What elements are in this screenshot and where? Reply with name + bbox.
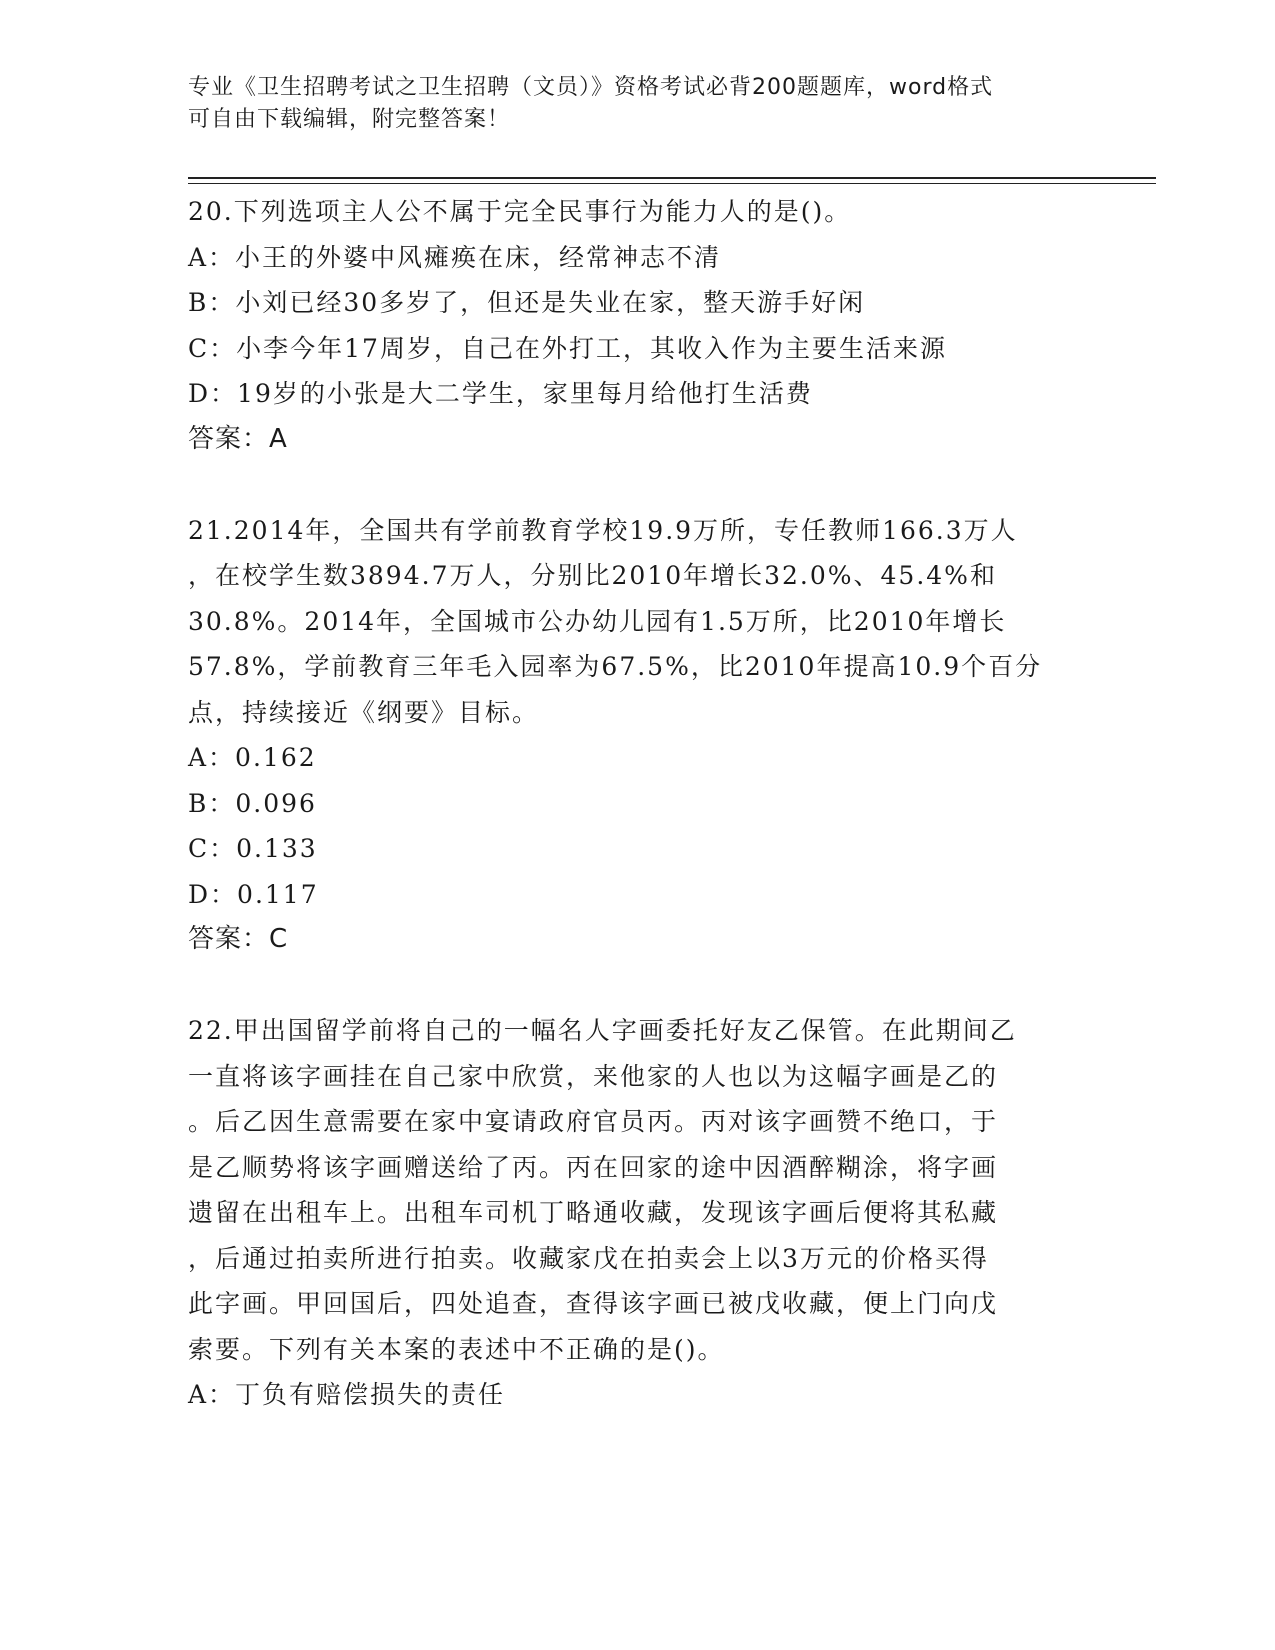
question-spacer bbox=[188, 963, 1068, 1009]
question-stem-line: 22.甲出国留学前将自己的一幅名人字画委托好友乙保管。在此期间乙 bbox=[188, 1016, 1017, 1045]
question-stem-line: ，在校学生数3894.7万人，分别比2010年增长32.0%、45.4%和 bbox=[188, 561, 997, 590]
option-a: A：小王的外婆中风瘫痪在床，经常神志不清 bbox=[188, 242, 722, 272]
question-stem-line: 30.8%。2014年，全国城市公办幼儿园有1.5万所，比2010年增长 bbox=[188, 606, 1007, 636]
question-stem-line: ，后通过拍卖所进行拍卖。收藏家戊在拍卖会上以3万元的价格买得 bbox=[188, 1243, 989, 1273]
option-a: A：0.162 bbox=[188, 743, 317, 772]
option-b: B：0.096 bbox=[188, 788, 317, 818]
answer: 答案：A bbox=[188, 423, 288, 454]
document-header bbox=[188, 72, 1068, 136]
question-stem-line: 21.2014年，全国共有学前教育学校19.9万所，专任教师166.3万人 bbox=[188, 515, 1018, 545]
question-stem-line: 57.8%，学前教育三年毛入园率为67.5%，比2010年提高10.9个百分 bbox=[188, 652, 1043, 681]
header-line-2: 可自由下载编辑，附完整答案！ bbox=[188, 107, 511, 132]
question-stem-line: 索要。下列有关本案的表述中不正确的是()。 bbox=[188, 1334, 725, 1364]
header-line-1: 专业《卫生招聘考试之卫生招聘（文员）》资格考试必背200题题库，word格式 bbox=[188, 75, 994, 100]
question-22 bbox=[188, 1008, 1068, 1418]
option-d: D：0.117 bbox=[188, 879, 319, 909]
option-b: B：小刘已经30多岁了，但还是失业在家，整天游手好闲 bbox=[188, 288, 866, 317]
header-divider-thin bbox=[188, 183, 1156, 184]
question-stem-line: 点，持续接近《纲要》目标。 bbox=[188, 697, 540, 727]
question-stem-line: 一直将该字画挂在自己家中欣赏，来他家的人也以为这幅字画是乙的 bbox=[188, 1061, 999, 1091]
question-stem-line: 。后乙因生意需要在家中宴请政府官员丙。丙对该字画赞不绝口，于 bbox=[188, 1107, 999, 1136]
question-stem: 20.下列选项主人公不属于完全民事行为能力人的是()。 bbox=[188, 197, 852, 226]
header-divider-thick bbox=[188, 177, 1156, 179]
question-21 bbox=[188, 508, 1068, 963]
option-c: C：小李今年17周岁，自己在外打工，其收入作为主要生活来源 bbox=[188, 333, 947, 363]
option-a: A：丁负有赔偿损失的责任 bbox=[188, 1380, 506, 1409]
answer: 答案：C bbox=[188, 924, 289, 954]
question-20 bbox=[188, 189, 1068, 462]
question-stem-line: 是乙顺势将该字画赠送给了丙。丙在回家的途中因酒醉糊涂，将字画 bbox=[188, 1152, 999, 1182]
option-d: D：19岁的小张是大二学生，家里每月给他打生活费 bbox=[188, 379, 813, 408]
question-spacer bbox=[188, 462, 1068, 508]
question-stem-line: 此字画。甲回国后，四处追查，查得该字画已被戊收藏，便上门向戊 bbox=[188, 1289, 999, 1318]
question-stem-line: 遗留在出租车上。出租车司机丁略通收藏，发现该字画后便将其私藏 bbox=[188, 1198, 999, 1227]
option-c: C：0.133 bbox=[188, 834, 318, 863]
question-list bbox=[188, 189, 1068, 1418]
